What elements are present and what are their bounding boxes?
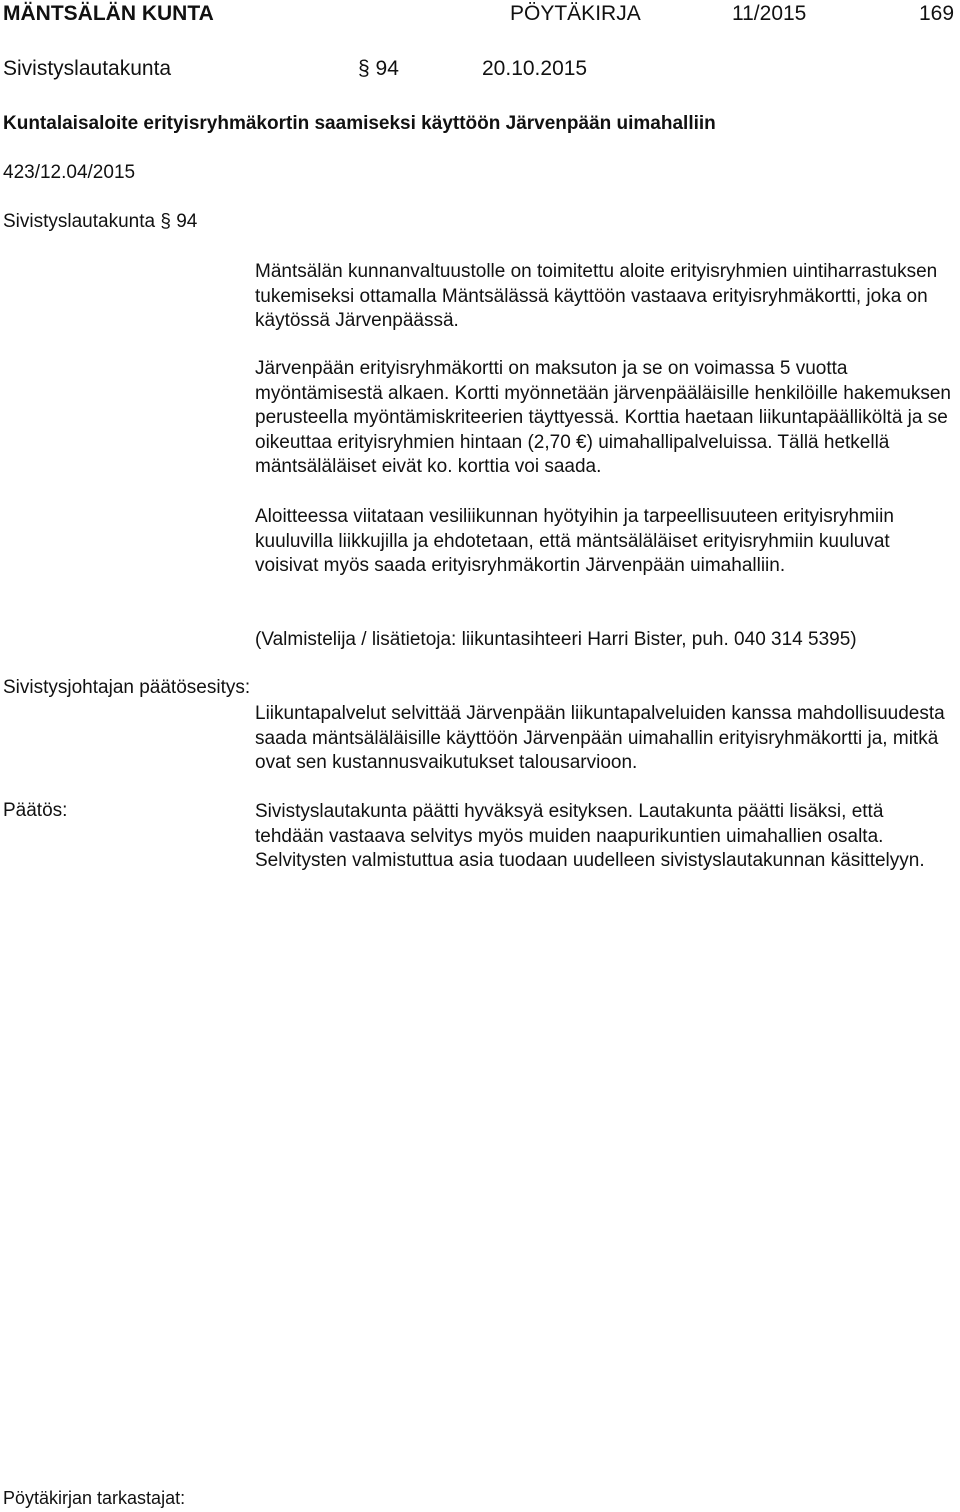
body-text-1: Mäntsälän kunnanvaltuustolle on toimitettu aloite erityisryhmien uintiharrastuksen tukemiseksi ottamalla Mäntsälässä käyttöön vastaava erityisryhmäkortti, joka on käytössä Järvenpäässä.: [255, 261, 938, 332]
page-title: Kuntalaisaloite erityisryhmäkortin saamiseksi käyttöön Järvenpään uimahalliin: [3, 113, 716, 134]
decision-label: Päätös:: [3, 800, 68, 821]
decision-block: [255, 800, 955, 874]
body-paragraph-1: [255, 260, 955, 334]
reference-number: 423/12.04/2015: [3, 162, 136, 183]
section-number: § 94: [358, 57, 399, 80]
reviewers-label: Pöytäkirjan tarkastajat:: [3, 1488, 186, 1508]
prior-board-reference: Sivistyslautakunta § 94: [3, 211, 198, 232]
page-number: 169: [919, 2, 955, 25]
preparer-text: (Valmistelija / lisätietoja: liikuntasihteeri Harri Bister, puh. 040 314 5395): [255, 629, 857, 650]
organization-name: MÄNTSÄLÄN KUNTA: [3, 2, 214, 25]
body-text-2: Järvenpään erityisryhmäkortti on maksuton ja se on voimassa 5 vuotta myöntämisestä alkaen. Kortti myönnetään järvenpääläisille henkilöille hakemuksen perusteella myöntämiskriteerien täyttyessä. Korttia haetaan liikuntapäälliköltä ja se oikeuttaa erityisryhmien hintaan (2,70 €) uimahallipalveluissa. Tällä hetkellä mäntsäläläiset eivät ko. korttia voi saada.: [255, 358, 951, 478]
body-text-3: Aloitteessa viitataan vesiliikunnan hyötyihin ja tarpeellisuuteen erityisryhmiin kuuluvilla liikkujilla ja ehdotetaan, että mäntsäläläiset erityisryhmiin kuuluvat voisivat myös saada erityisryhmäkortin Järvenpään uimahalliin.: [255, 506, 894, 577]
decision-text: Sivistyslautakunta päätti hyväksyä esityksen. Lautakunta päätti lisäksi, että tehdään vastaava selvitys myös muiden naapurikuntien uimahallien osalta. Selvitysten valmistuttua asia tuodaan uudelleen sivistyslautakunnan käsittelyyn.: [255, 801, 925, 872]
proposal-label: Sivistysjohtajan päätösesitys:: [3, 677, 251, 698]
preparer-info: [255, 628, 955, 653]
meeting-date: 20.10.2015: [482, 57, 588, 80]
body-paragraph-2: [255, 357, 955, 480]
proposal-text: Liikuntapalvelut selvittää Järvenpään liikuntapalveluiden kanssa mahdollisuudesta saada mäntsäläläisille käyttöön Järvenpään uimahallin erityisryhmäkortti ja, mitkä ovat sen kustannusvaikutukset talousarvioon.: [255, 703, 945, 774]
issue-number: 11/2015: [732, 2, 807, 25]
body-paragraph-3: [255, 505, 955, 579]
document-type: PÖYTÄKIRJA: [510, 2, 641, 25]
proposal-block: [255, 702, 955, 776]
board-name: Sivistyslautakunta: [3, 57, 172, 80]
